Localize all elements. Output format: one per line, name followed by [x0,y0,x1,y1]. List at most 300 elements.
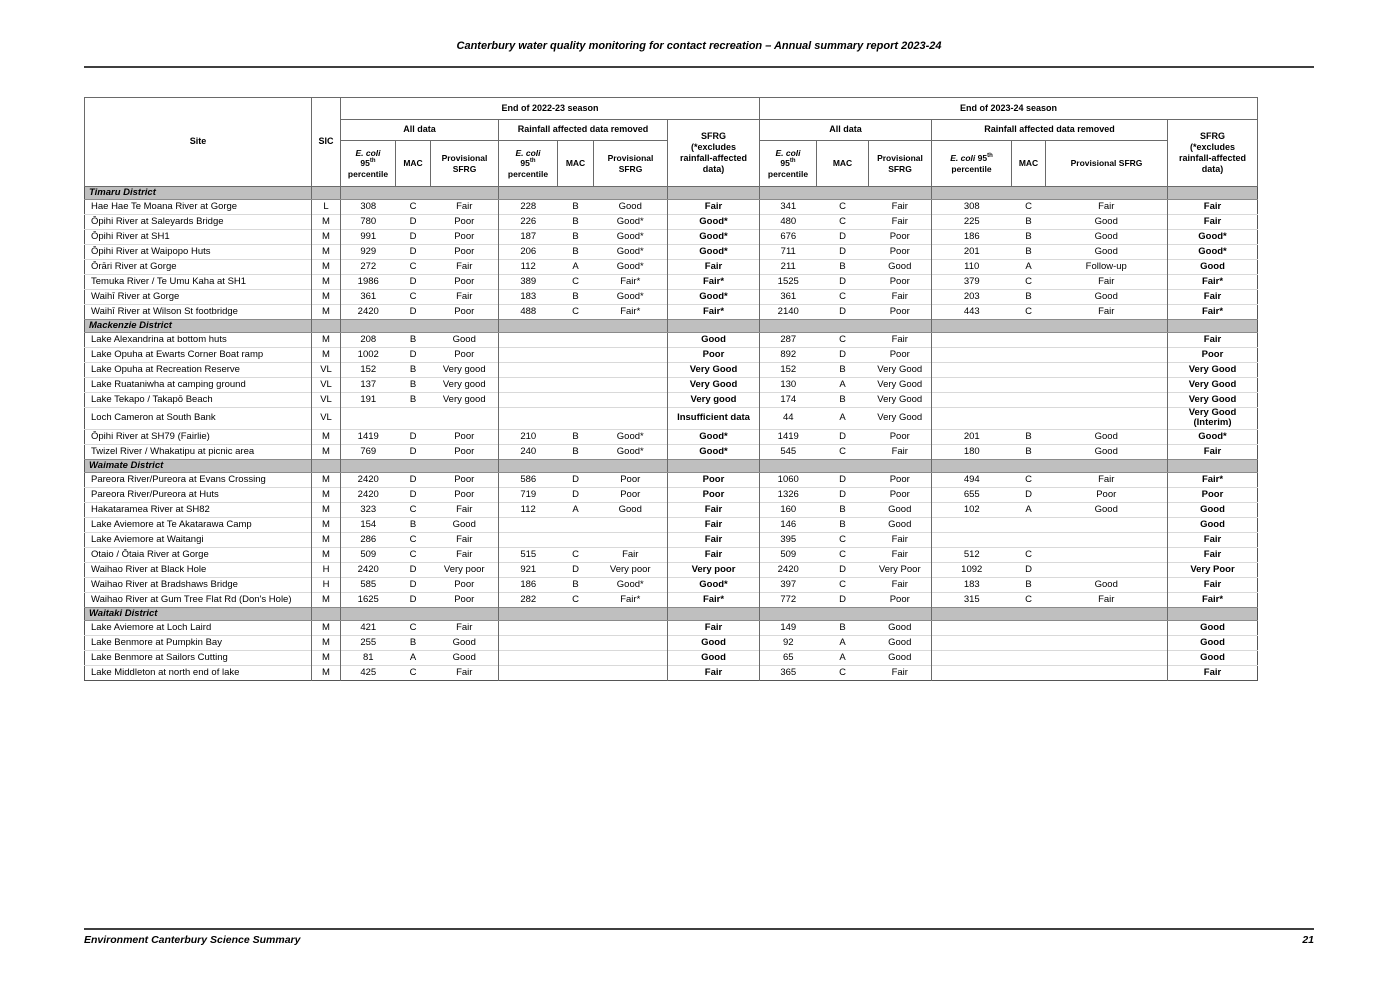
district-band-cell [869,607,932,620]
provisional-sfrg-column-header: Provisional SFRG [1046,141,1168,187]
group-all-data-s2: All data [760,120,932,141]
season-header-2022-23: End of 2022-23 season [341,98,760,120]
value-cell: M [312,245,341,260]
value-cell [431,408,499,430]
table-row [85,348,1258,363]
value-cell: 112 [499,502,558,517]
value-cell: B [558,245,594,260]
value-cell: Very Poor [869,562,932,577]
value-cell: Fair [869,333,932,348]
value-cell: M [312,230,341,245]
value-cell: C [1012,200,1046,215]
ecoli-label: E. coli [515,147,541,158]
value-cell: A [558,502,594,517]
value-cell [1012,532,1046,547]
value-cell: 226 [499,215,558,230]
value-cell: Fair [1168,444,1258,459]
value-cell: 228 [499,200,558,215]
footer-text: Environment Canterbury Science Summary [84,934,301,946]
value-cell: Good [1168,620,1258,635]
value-cell: Poor [431,275,499,290]
value-cell: Fair [1168,333,1258,348]
value-cell: C [817,577,869,592]
site-cell: Lake Aviemore at Te Akatarawa Camp [85,517,312,532]
value-cell: Poor [869,305,932,320]
value-cell: Good* [668,577,760,592]
value-cell: 379 [932,275,1012,290]
value-cell: M [312,429,341,444]
district-band-cell [341,320,396,333]
value-cell: M [312,487,341,502]
value-cell: L [312,200,341,215]
table-header [85,98,1258,187]
value-cell: D [817,348,869,363]
document-title: Canterbury water quality monitoring for contact recreation – Annual summary report 2023-24 [456,40,942,52]
district-band-cell [932,320,1012,333]
mac-column-header: MAC [1012,141,1046,187]
value-cell: Fair [668,260,760,275]
table-row [85,230,1258,245]
value-cell: D [817,472,869,487]
value-cell [558,650,594,665]
value-cell: Poor [431,348,499,363]
value-cell: Fair [1168,547,1258,562]
sfrg-column-header-s2 [1168,120,1258,187]
table-row [85,393,1258,408]
site-cell: Lake Tekapo / Takapō Beach [85,393,312,408]
value-cell: Fair [869,532,932,547]
value-cell: Poor [431,472,499,487]
value-cell [558,665,594,680]
value-cell: C [558,592,594,607]
district-band-cell [1012,320,1046,333]
value-cell [1012,363,1046,378]
value-cell: Very Poor [1168,562,1258,577]
value-cell: Poor [668,487,760,502]
mac-column-header: MAC [396,141,431,187]
summary-table [84,97,1258,681]
value-cell: 421 [341,620,396,635]
district-band-cell [817,459,869,472]
value-cell: D [396,230,431,245]
ecoli-column-header [499,141,558,187]
sfrg-header-line: (*excludes [690,141,737,152]
site-cell: Pareora River/Pureora at Evans Crossing [85,472,312,487]
percentile-number: 95 [360,158,370,169]
value-cell: Fair [1046,200,1168,215]
value-cell: Fair* [1168,275,1258,290]
value-cell [1012,408,1046,430]
percentile-sup: th [529,158,536,165]
value-cell: Poor [1168,487,1258,502]
site-cell: Waihī River at Gorge [85,290,312,305]
sfrg-column-header-s1 [668,120,760,187]
group-all-data-s1: All data [341,120,499,141]
value-cell: M [312,502,341,517]
percentile-sup: th [987,153,993,160]
value-cell: Very Good [1168,378,1258,393]
district-band-cell [869,187,932,200]
value-cell: D [396,348,431,363]
value-cell: 137 [341,378,396,393]
value-cell: Fair* [668,592,760,607]
value-cell: Poor [431,245,499,260]
value-cell [558,532,594,547]
value-cell [558,348,594,363]
value-cell: Good [431,333,499,348]
value-cell: 183 [499,290,558,305]
value-cell: Good [1046,429,1168,444]
value-cell: B [558,290,594,305]
value-cell: A [817,408,869,430]
value-cell: 929 [341,245,396,260]
value-cell: Fair [1046,305,1168,320]
district-band-cell [932,607,1012,620]
value-cell: 1419 [341,429,396,444]
value-cell: C [817,665,869,680]
value-cell: Good [869,635,932,650]
value-cell: Good [869,502,932,517]
value-cell: 1525 [760,275,817,290]
value-cell [558,378,594,393]
sfrg-header-line: SFRG [700,130,726,141]
district-band-cell [341,187,396,200]
value-cell: VL [312,408,341,430]
district-name: Mackenzie District [85,320,312,333]
site-cell: Ōpihi River at SH1 [85,230,312,245]
value-cell: Fair* [594,275,668,290]
value-cell: Poor [431,230,499,245]
percentile-label: percentile [951,163,992,174]
table-row [85,532,1258,547]
value-cell: Very poor [594,562,668,577]
value-cell [558,333,594,348]
value-cell: Fair [431,547,499,562]
value-cell [558,393,594,408]
value-cell: B [396,635,431,650]
value-cell: 480 [760,215,817,230]
value-cell: Poor [869,230,932,245]
value-cell: Fair [869,200,932,215]
sfrg-header-line: SFRG [1199,130,1225,141]
district-band-cell [312,187,341,200]
table-row [85,502,1258,517]
district-band-cell [932,187,1012,200]
value-cell: 425 [341,665,396,680]
value-cell: 210 [499,429,558,444]
footer-rule [84,928,1314,930]
value-cell: 512 [932,547,1012,562]
value-cell: 308 [932,200,1012,215]
district-row [85,459,1258,472]
value-cell: Poor [431,487,499,502]
value-cell: M [312,635,341,650]
ecoli-label: E. coli [775,147,801,158]
value-cell: Poor [869,429,932,444]
table-row [85,333,1258,348]
value-cell [1046,665,1168,680]
ecoli-label: E. coli [950,152,976,163]
group-rainfall-removed-s2: Rainfall affected data removed [932,120,1168,141]
value-cell: B [817,517,869,532]
value-cell: D [396,245,431,260]
value-cell: Good [1046,502,1168,517]
value-cell [1046,333,1168,348]
district-band-cell [817,187,869,200]
value-cell: Poor [668,472,760,487]
value-cell: 211 [760,260,817,275]
table-row [85,444,1258,459]
value-cell: 397 [760,577,817,592]
district-band-cell [558,320,594,333]
value-cell: Good [431,517,499,532]
value-cell: 361 [341,290,396,305]
value-cell [1012,620,1046,635]
value-cell [594,650,668,665]
season-header-row [85,98,1258,120]
value-cell: M [312,620,341,635]
district-band-cell [312,607,341,620]
value-cell: Poor [1168,348,1258,363]
value-cell: 2420 [341,305,396,320]
value-cell [594,517,668,532]
value-cell: Good* [594,290,668,305]
value-cell: Follow-up [1046,260,1168,275]
value-cell: D [817,592,869,607]
site-cell: Lake Aviemore at Waitangi [85,532,312,547]
value-cell: Fair [869,444,932,459]
value-cell [594,378,668,393]
value-cell: Good* [594,230,668,245]
value-cell: 287 [760,333,817,348]
value-cell: C [1012,547,1046,562]
value-cell: Good [869,260,932,275]
value-cell: Poor [869,487,932,502]
percentile-number: 95 [520,158,530,169]
value-cell [1012,665,1046,680]
value-cell: C [817,532,869,547]
value-cell: VL [312,363,341,378]
value-cell: B [396,333,431,348]
value-cell [932,408,1012,430]
value-cell: B [558,444,594,459]
value-cell: Fair [431,620,499,635]
value-cell: 174 [760,393,817,408]
table-row [85,363,1258,378]
table-row [85,275,1258,290]
district-band-cell [396,459,431,472]
value-cell: M [312,532,341,547]
site-cell: Lake Benmore at Sailors Cutting [85,650,312,665]
table-row [85,635,1258,650]
value-cell: D [558,472,594,487]
value-cell: 515 [499,547,558,562]
value-cell: Poor [431,444,499,459]
site-cell: Ōpihi River at Saleyards Bridge [85,215,312,230]
value-cell [558,635,594,650]
district-band-cell [594,320,668,333]
value-cell: Fair [668,502,760,517]
value-cell: Good [1046,577,1168,592]
value-cell: Good* [668,429,760,444]
district-band-cell [760,459,817,472]
value-cell: B [1012,215,1046,230]
value-cell: Very Good [1168,363,1258,378]
value-cell: 146 [760,517,817,532]
value-cell: Fair [431,532,499,547]
value-cell: Poor [431,592,499,607]
mac-column-header: MAC [817,141,869,187]
value-cell: B [1012,444,1046,459]
value-cell: Good [1168,517,1258,532]
value-cell: D [396,487,431,502]
site-cell: Lake Aviemore at Loch Laird [85,620,312,635]
value-cell: 488 [499,305,558,320]
value-cell: Fair [431,200,499,215]
value-cell [932,665,1012,680]
sfrg-header-line: data) [702,164,725,175]
value-cell [558,363,594,378]
sfrg-header-line: rainfall-affected [679,153,748,163]
value-cell: Good [1046,290,1168,305]
value-cell: Fair [431,260,499,275]
sfrg-header-line: (*excludes [1189,141,1236,152]
district-band-cell [431,320,499,333]
value-cell: 286 [341,532,396,547]
value-cell [341,408,396,430]
value-cell: C [817,200,869,215]
district-band-cell [312,459,341,472]
district-band-cell [760,320,817,333]
site-cell: Ōpihi River at SH79 (Fairlie) [85,429,312,444]
value-cell: D [817,245,869,260]
value-cell [1046,620,1168,635]
value-cell [1012,650,1046,665]
table-row [85,305,1258,320]
value-cell: D [396,305,431,320]
value-cell: M [312,348,341,363]
value-cell [499,378,558,393]
value-cell: Fair* [1168,305,1258,320]
district-band-cell [668,607,760,620]
value-cell [932,635,1012,650]
value-cell: C [817,444,869,459]
value-cell: 272 [341,260,396,275]
value-cell: 282 [499,592,558,607]
value-cell [932,393,1012,408]
value-cell: Fair [431,290,499,305]
district-band-cell [558,459,594,472]
district-band-cell [499,320,558,333]
site-cell: Lake Middleton at north end of lake [85,665,312,680]
value-cell [594,665,668,680]
value-cell: Poor [869,275,932,290]
value-cell: Very good [431,393,499,408]
ecoli-label: E. coli [355,147,381,158]
value-cell: Very good [431,363,499,378]
value-cell: Fair [668,200,760,215]
value-cell: D [396,472,431,487]
value-cell: 203 [932,290,1012,305]
site-cell: Lake Alexandrina at bottom huts [85,333,312,348]
value-cell: Fair [869,215,932,230]
site-cell: Lake Opuha at Ewarts Corner Boat ramp [85,348,312,363]
value-cell: Good [869,620,932,635]
value-cell: B [558,215,594,230]
value-cell: B [817,260,869,275]
value-cell: D [396,215,431,230]
district-band-cell [396,187,431,200]
district-band-cell [1012,459,1046,472]
value-cell: 92 [760,635,817,650]
value-cell: B [1012,290,1046,305]
sfrg-header-line: data) [1201,164,1224,175]
value-cell: D [396,444,431,459]
table-row [85,517,1258,532]
table-row [85,429,1258,444]
value-cell: M [312,275,341,290]
percentile-sup: th [369,158,376,165]
district-band-cell [817,320,869,333]
value-cell: 149 [760,620,817,635]
value-cell [1012,393,1046,408]
value-cell: B [558,429,594,444]
value-cell: Very Good [869,393,932,408]
value-cell [499,348,558,363]
value-cell: M [312,650,341,665]
value-cell: 389 [499,275,558,290]
value-cell: B [817,620,869,635]
district-name: Waimate District [85,459,312,472]
district-band-cell [1046,320,1168,333]
district-band-cell [341,607,396,620]
value-cell: Good* [594,577,668,592]
value-cell: Good* [1168,245,1258,260]
site-cell: Waihao River at Bradshaws Bridge [85,577,312,592]
value-cell [558,620,594,635]
value-cell: C [1012,592,1046,607]
value-cell: 201 [932,429,1012,444]
value-cell: Poor [431,215,499,230]
value-cell: M [312,333,341,348]
value-cell: 586 [499,472,558,487]
value-cell: D [817,429,869,444]
value-cell: 1986 [341,275,396,290]
district-band-cell [1046,187,1168,200]
provisional-sfrg-column-header: Provisional SFRG [594,141,668,187]
district-band-cell [1012,607,1046,620]
value-cell: Fair [668,517,760,532]
table-row [85,620,1258,635]
value-cell: 921 [499,562,558,577]
value-cell: 2420 [760,562,817,577]
value-cell: M [312,305,341,320]
value-cell: B [817,363,869,378]
value-cell: 44 [760,408,817,430]
summary-table-container [84,97,1258,681]
value-cell: 186 [932,230,1012,245]
sic-column-header: SIC [312,98,341,187]
value-cell: Insufficient data [668,408,760,430]
value-cell: 545 [760,444,817,459]
district-band-cell [558,607,594,620]
value-cell: Poor [431,429,499,444]
mac-column-header: MAC [558,141,594,187]
value-cell [594,532,668,547]
value-cell: Very Good [869,408,932,430]
value-cell: B [396,363,431,378]
value-cell: 443 [932,305,1012,320]
